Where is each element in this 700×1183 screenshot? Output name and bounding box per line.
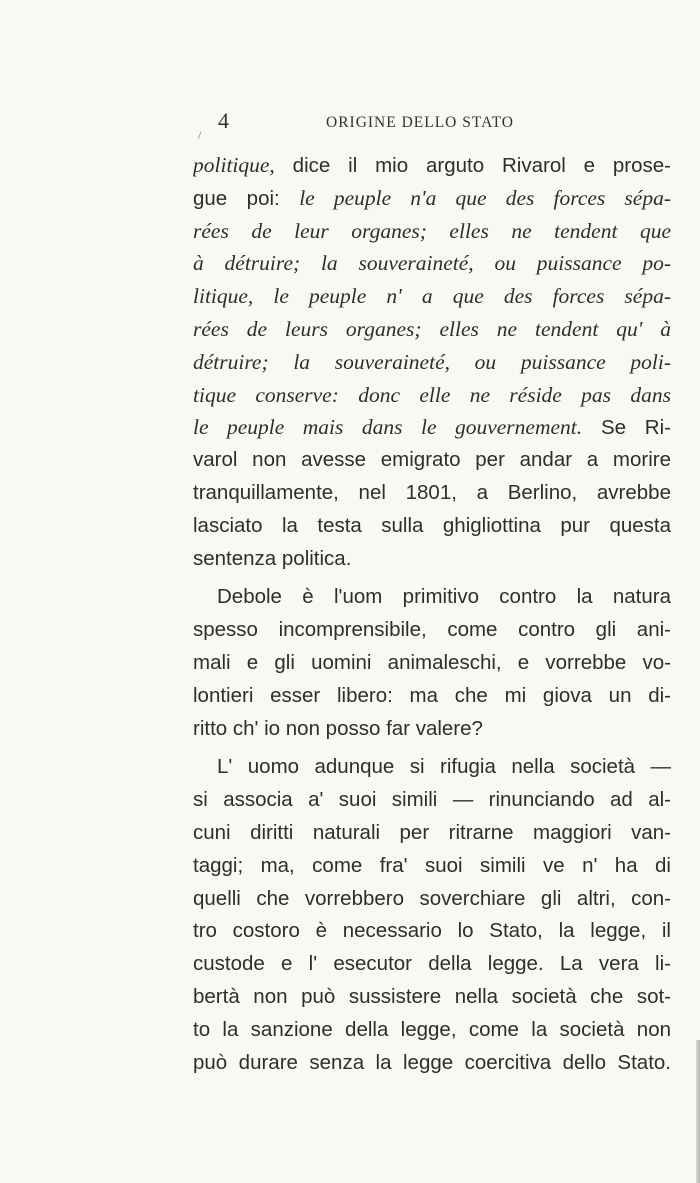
text-line: litique, le peuple n' a que des forces sépa- bbox=[193, 284, 671, 309]
text-line: rées de leurs organes; elles ne tendent qu' à bbox=[193, 316, 671, 341]
text-line: gue poi: le peuple n'a que des forces sépa- bbox=[193, 185, 671, 210]
page-header bbox=[190, 108, 670, 142]
text-line: lasciato la testa sulla ghigliottina pur questa bbox=[193, 513, 671, 537]
text-line: bertà non può sussistere nella società che sot- bbox=[193, 984, 671, 1008]
text-line: Debole è l'uom primitivo contro la natura bbox=[217, 585, 671, 609]
text-line: to la sanzione della legge, come la società non bbox=[193, 1017, 671, 1041]
text-line: ritto ch' io non posso far valere? bbox=[193, 716, 483, 740]
text-line: rées de leur organes; elles ne tendent que bbox=[193, 218, 671, 243]
text-line: cuni diritti naturali per ritrarne maggiori van- bbox=[193, 820, 671, 844]
text-line: varol non avesse emigrato per andar a morire bbox=[193, 448, 671, 472]
page-edge-shadow bbox=[696, 1040, 700, 1183]
running-title: ORIGINE DELLO STATO bbox=[326, 114, 514, 131]
text-line: L' uomo adunque si rifugia nella società — bbox=[217, 755, 671, 779]
text-line: à détruire; la souveraineté, ou puissance po- bbox=[193, 251, 671, 276]
text-line: quelli che vorrebbero soverchiare gli altri, con- bbox=[193, 886, 671, 910]
text-line: politique, dice il mio arguto Rivarol e prose- bbox=[193, 153, 671, 177]
header-mark: / bbox=[198, 128, 202, 142]
body-text bbox=[193, 149, 671, 1079]
text-line: le peuple mais dans le gouvernement. Se Ri- bbox=[193, 415, 671, 440]
text-line: détruire; la souveraineté, ou puissance poli- bbox=[193, 349, 671, 374]
text-line: si associa a' suoi simili — rinunciando ad al- bbox=[193, 788, 671, 812]
text-line: mali e gli uomini animaleschi, e vorrebbe vo- bbox=[193, 650, 671, 674]
text-line: tro costoro è necessario lo Stato, la legge, il bbox=[193, 919, 671, 943]
text-line: lontieri esser libero: ma che mi giova un di- bbox=[193, 683, 671, 707]
text-line: taggi; ma, come fra' suoi simili ve n' ha di bbox=[193, 853, 671, 877]
text-line: custode e l' esecutor della legge. La vera li- bbox=[193, 952, 671, 976]
page-number: 4 bbox=[218, 108, 229, 133]
text-line: tique conserve: donc elle ne réside pas dans bbox=[193, 382, 671, 407]
text-line: spesso incomprensibile, come contro gli ani- bbox=[193, 618, 671, 642]
text-line: tranquillamente, nel 1801, a Berlino, avrebbe bbox=[193, 480, 671, 504]
text-line: sentenza politica. bbox=[193, 546, 352, 570]
text-line: può durare senza la legge coercitiva dello Stato. bbox=[193, 1050, 671, 1074]
